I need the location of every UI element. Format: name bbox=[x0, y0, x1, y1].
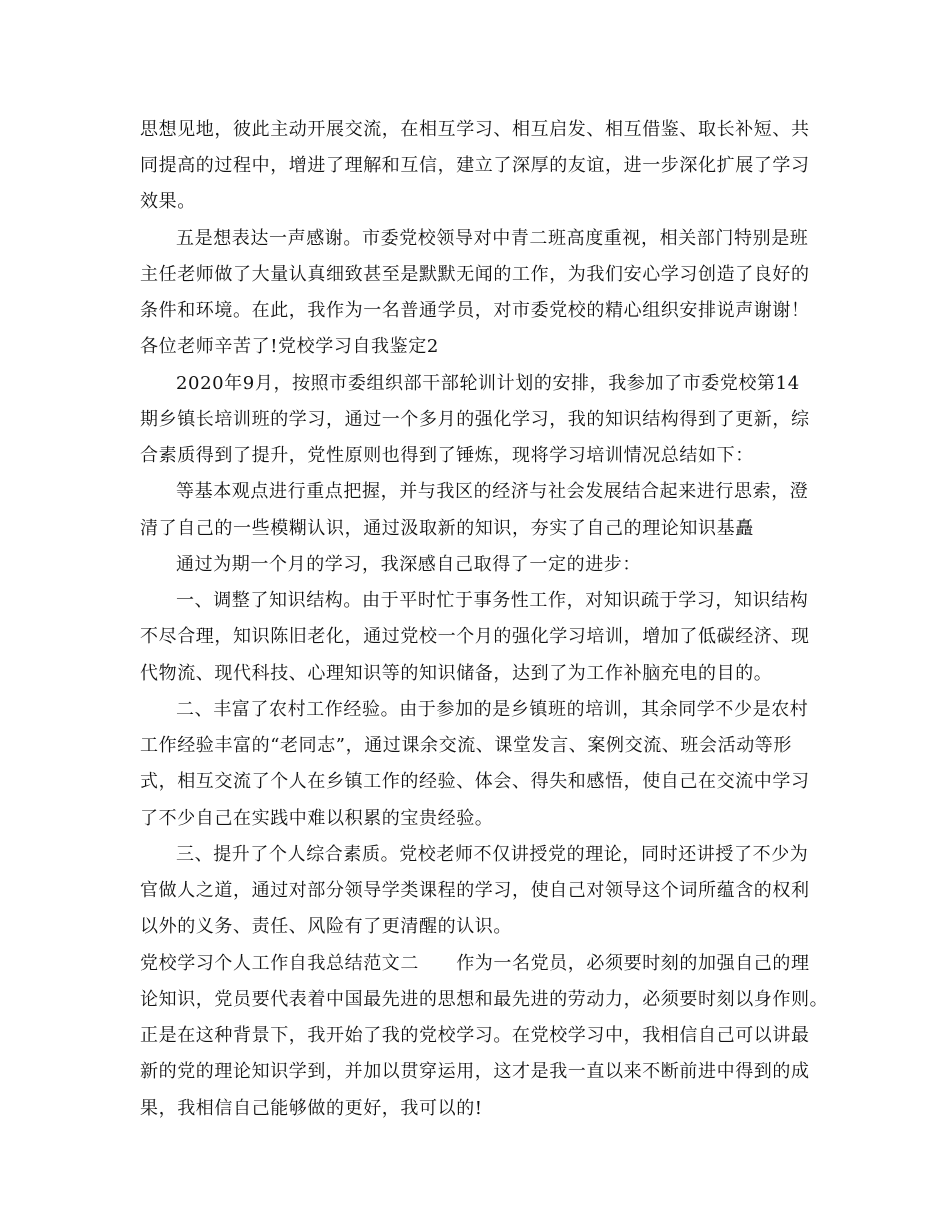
text-line: 清了自己的一些模糊认识，通过汲取新的知识，夯实了自己的理论知识基矗 bbox=[140, 518, 754, 539]
text-line: 各位老师辛苦了!党校学习自我鉴定2 bbox=[140, 336, 439, 357]
text-line: 通过为期一个月的学习，我深感自己取得了一定的进步： bbox=[176, 554, 641, 575]
text-line: 等基本观点进行重点把握，并与我区的经济与社会发展结合起来进行思索，澄 bbox=[176, 481, 809, 502]
text-line: 式，相互交流了个人在乡镇工作的经验、体会、得失和感悟，使自己在交流中学习 bbox=[140, 771, 810, 792]
text-line: 果，我相信自己能够做的更好，我可以的! bbox=[140, 1098, 483, 1119]
text-line: 工作经验丰富的“老同志”，通过课余交流、课堂发言、案例交流、班会活动等形 bbox=[140, 735, 793, 756]
text-line: 思想见地，彼此主动开展交流，在相互学习、相互启发、相互借鉴、取长补短、共 bbox=[140, 119, 810, 140]
text-line: 主任老师做了大量认真细致甚至是默默无闻的工作，为我们安心学习创造了良好的 bbox=[140, 264, 810, 285]
text-line: 2020年9月，按照市委组织部干部轮训计划的安排，我参加了市委党校第14 bbox=[176, 373, 800, 394]
text-line: 正是在这种背景下，我开始了我的党校学习。在党校学习中，我相信自己可以讲最 bbox=[140, 1025, 810, 1046]
text-line: 以外的义务、责任、风险有了更清醒的认识。 bbox=[140, 916, 512, 937]
text-line: 一、调整了知识结构。由于平时忙于事务性工作，对知识疏于学习，知识结构 bbox=[176, 590, 809, 611]
text-line: 论知识，党员要代表着中国最先进的思想和最先进的劳动力，必须要时刻以身作则。 bbox=[140, 989, 829, 1010]
text-line: 官做人之道，通过对部分领导学类课程的学习，使自己对领导这个词所蕴含的权利 bbox=[140, 880, 810, 901]
text-line: 二、丰富了农村工作经验。由于参加的是乡镇班的培训，其余同学不少是农村 bbox=[176, 699, 809, 720]
text-line: 不尽合理，知识陈旧老化，通过党校一个月的强化学习培训，增加了低碳经济、现 bbox=[140, 626, 810, 647]
text-line: 三、提升了个人综合素质。党校老师不仅讲授党的理论，同时还讲授了不少为 bbox=[176, 844, 809, 865]
text-line: 条件和环境。在此，我作为一名普通学员，对市委党校的精心组织安排说声谢谢！ bbox=[140, 300, 810, 321]
text-line: 了不少自己在实践中难以积累的宝贵经验。 bbox=[140, 808, 494, 829]
text-line: 效果。 bbox=[140, 191, 196, 212]
text-line: 代物流、现代科技、心理知识等的知识储备，达到了为工作补脑充电的目的。 bbox=[140, 663, 773, 684]
text-line: 期乡镇长培训班的学习，通过一个多月的强化学习，我的知识结构得到了更新，综 bbox=[140, 409, 810, 430]
text-line: 同提高的过程中，增进了理解和互信，建立了深厚的友谊，进一步深化扩展了学习 bbox=[140, 155, 810, 176]
text-line: 党校学习个人工作自我总结范文二 作为一名党员，必须要时刻的加强自己的理 bbox=[140, 953, 810, 974]
text-line: 合素质得到了提升，党性原则也得到了锤炼，现将学习培训情况总结如下： bbox=[140, 445, 754, 466]
text-line: 五是想表达一声感谢。市委党校领导对中青二班高度重视，相关部门特别是班 bbox=[176, 228, 809, 249]
text-line: 新的党的理论知识学到，并加以贯穿运用，这才是我一直以来不断前进中得到的成 bbox=[140, 1061, 810, 1082]
